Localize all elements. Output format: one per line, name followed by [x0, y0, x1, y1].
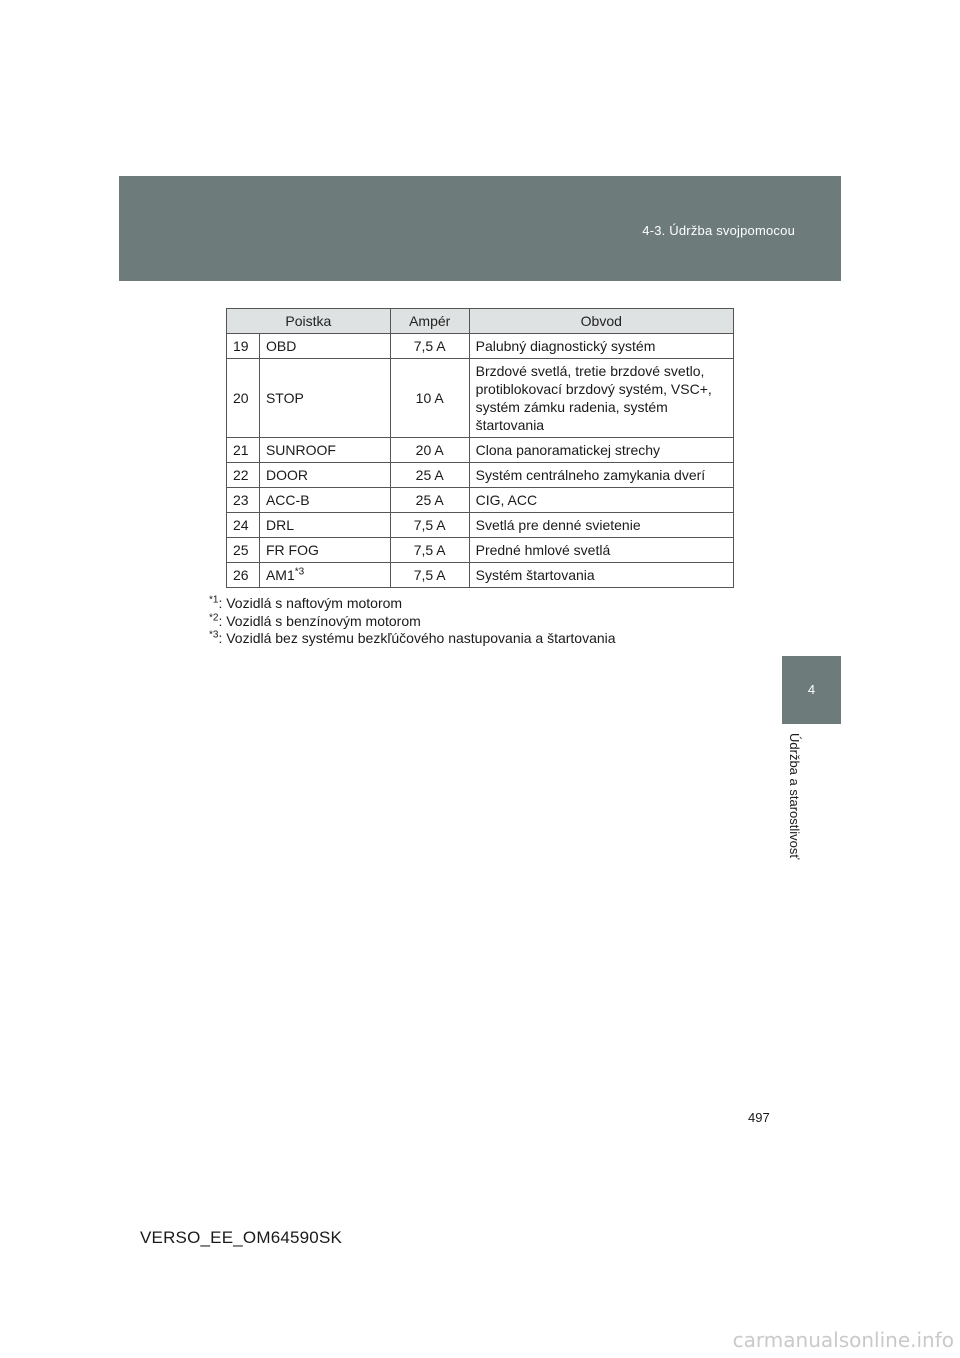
section-title: 4-3. Údržba svojpomocou — [642, 223, 795, 238]
table-row — [227, 438, 734, 463]
chapter-number: 4 — [807, 682, 816, 697]
fuse-number: 21 — [227, 438, 260, 463]
fuse-amperage: 20 A — [390, 438, 469, 463]
fuse-name — [259, 563, 390, 588]
fuse-number: 25 — [227, 538, 260, 563]
section-header-band — [119, 176, 841, 281]
column-header-fuse: Poistka — [227, 309, 391, 334]
fuse-circuit: Brzdové svetlá, tretie brzdové svetlo, protiblokovací brzdový systém, VSC+, systém zámku radenia, systém štartovania — [469, 359, 733, 438]
chapter-label: Údržba a starostlivosť — [787, 733, 802, 860]
fuse-circuit: Systém centrálneho zamykania dverí — [469, 463, 733, 488]
fuse-number: 23 — [227, 488, 260, 513]
fuse-number: 24 — [227, 513, 260, 538]
footnote-mark: *1 — [209, 594, 219, 606]
fuse-amperage: 25 A — [390, 463, 469, 488]
fuse-name: ACC-B — [259, 488, 390, 513]
fuse-number: 26 — [227, 563, 260, 588]
fuse-amperage: 10 A — [390, 359, 469, 438]
table-row — [227, 538, 734, 563]
fuse-name-text: AM1 — [265, 567, 295, 583]
chapter-tab — [782, 656, 841, 724]
footnote-mark: *2 — [209, 611, 219, 623]
fuse-amperage: 25 A — [390, 488, 469, 513]
table-row — [227, 463, 734, 488]
fuse-number: 19 — [227, 334, 260, 359]
fuse-circuit: CIG, ACC — [469, 488, 733, 513]
footnote — [209, 613, 616, 631]
fuse-amperage: 7,5 A — [390, 563, 469, 588]
table-row — [227, 488, 734, 513]
fuse-name: DRL — [259, 513, 390, 538]
footnote — [209, 630, 616, 648]
footnote — [209, 595, 616, 613]
footnote-text: : Vozidlá s naftovým motorom — [218, 595, 403, 611]
table-row — [227, 563, 734, 588]
column-header-amp: Ampér — [390, 309, 469, 334]
fuse-name: OBD — [259, 334, 390, 359]
fuse-number: 20 — [227, 359, 260, 438]
fuse-table — [226, 308, 734, 588]
fuse-circuit: Systém štartovania — [469, 563, 733, 588]
watermark: carmanualsonline.info — [732, 1328, 954, 1352]
table-row — [227, 334, 734, 359]
footnote-text: : Vozidlá bez systému bezkľúčového nastupovania a štartovania — [218, 630, 616, 646]
fuse-number: 22 — [227, 463, 260, 488]
fuse-name: STOP — [259, 359, 390, 438]
fuse-circuit: Svetlá pre denné svietenie — [469, 513, 733, 538]
table-row — [227, 359, 734, 438]
fuse-amperage: 7,5 A — [390, 334, 469, 359]
column-header-circuit: Obvod — [469, 309, 733, 334]
table-row — [227, 513, 734, 538]
footnote-reference: *3 — [294, 566, 305, 578]
fuse-name: FR FOG — [259, 538, 390, 563]
footnote-text: : Vozidlá s benzínovým motorom — [218, 612, 421, 629]
fuse-amperage: 7,5 A — [390, 538, 469, 563]
fuse-name: DOOR — [259, 463, 390, 488]
fuse-circuit: Predné hmlové svetlá — [469, 538, 733, 563]
fuse-circuit: Clona panoramatickej strechy — [469, 438, 733, 463]
fuse-amperage: 7,5 A — [390, 513, 469, 538]
page-number: 497 — [748, 1110, 770, 1125]
footnotes — [209, 595, 616, 648]
document-code: VERSO_EE_OM64590SK — [140, 1228, 343, 1247]
fuse-name: SUNROOF — [259, 438, 390, 463]
table-header-row — [227, 309, 734, 334]
fuse-circuit: Palubný diagnostický systém — [469, 334, 733, 359]
footnote-mark: *3 — [209, 629, 219, 641]
